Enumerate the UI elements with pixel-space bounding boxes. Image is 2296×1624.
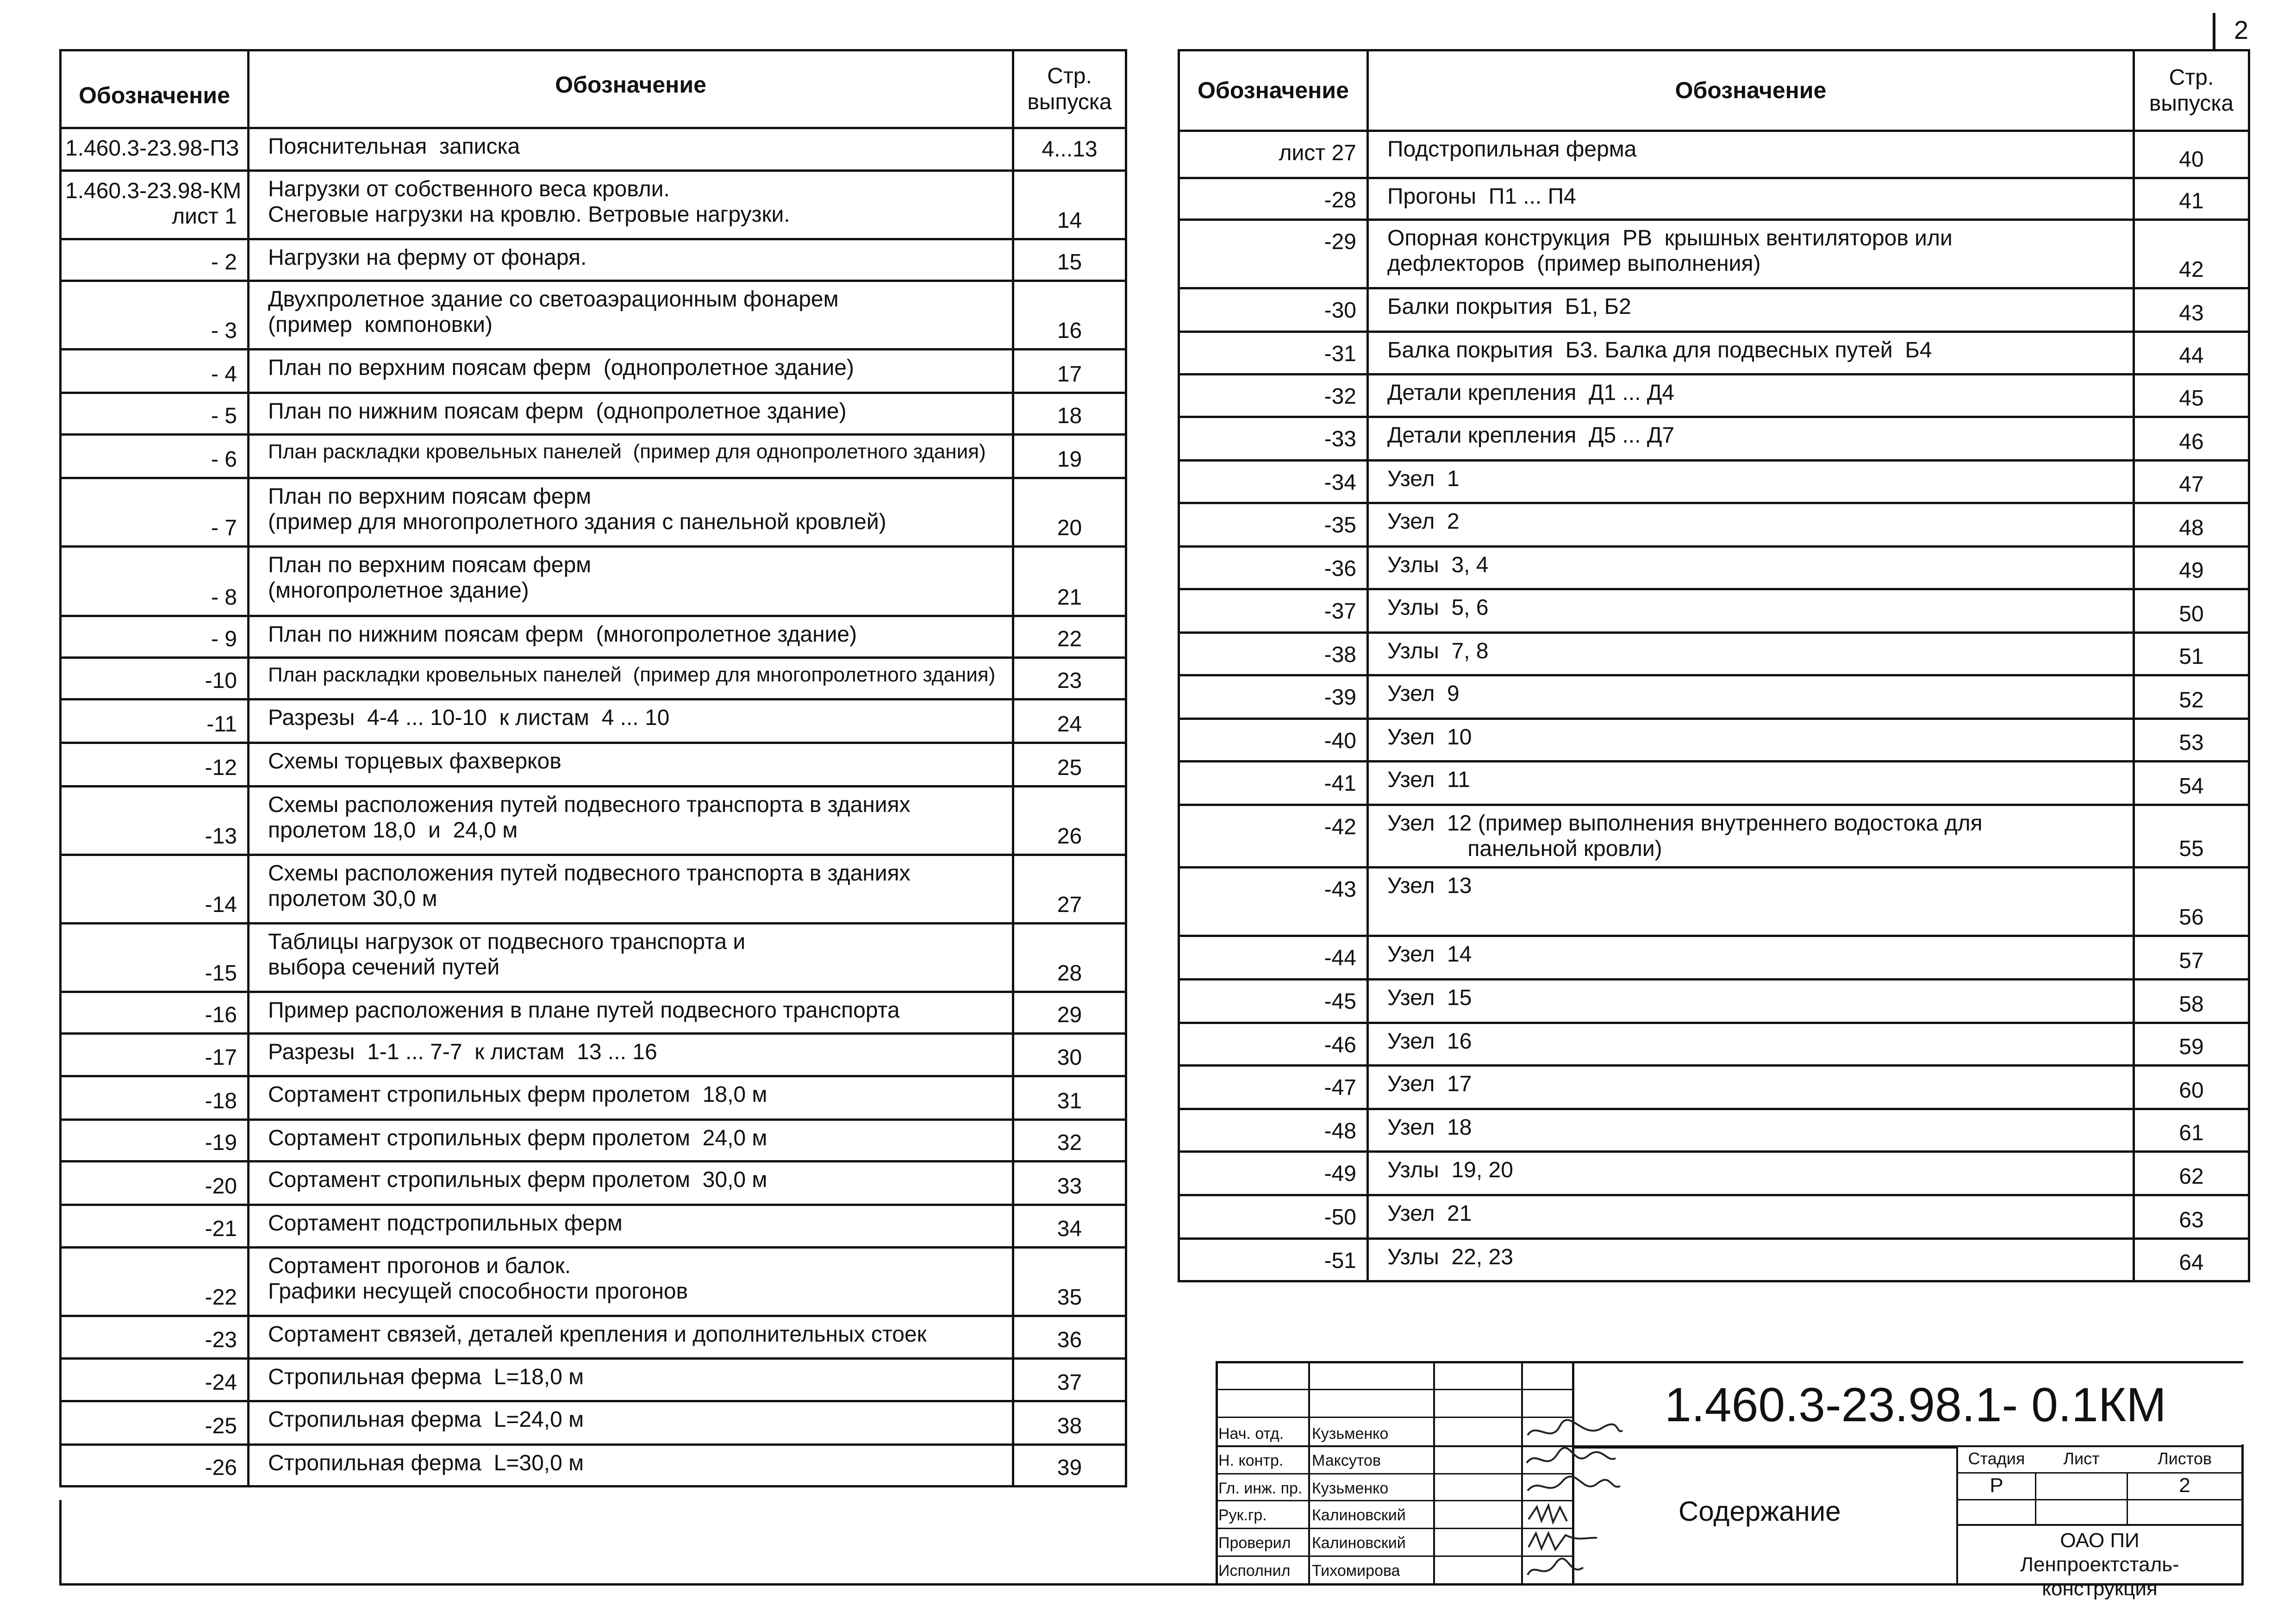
- right-row-code: -32: [1179, 375, 1368, 417]
- right-row-page: 47: [2134, 461, 2249, 503]
- left-row-title: Схемы расположения путей подвесного транспорта в зданиях пролетом 18,0 и 24,0 м: [249, 787, 1013, 855]
- right-table-row: [1179, 868, 2249, 936]
- left-row-title: Нагрузки от собственного веса кровли. Снеговые нагрузки на кровлю. Ветровые нагрузки.: [249, 171, 1013, 239]
- right-table-row: [1179, 1023, 2249, 1066]
- left-row-code: - 7: [61, 478, 249, 547]
- right-row-page: 55: [2134, 805, 2249, 868]
- left-row-title: Сортамент прогонов и балок. Графики несущей способности прогонов: [249, 1248, 1013, 1316]
- left-row-page: 37: [1013, 1359, 1126, 1401]
- left-row-page: 15: [1013, 239, 1126, 281]
- right-row-title: Узел 10: [1368, 719, 2134, 762]
- right-row-page: 52: [2134, 675, 2249, 719]
- right-row-title: Узел 13: [1368, 868, 2134, 936]
- right-row-page: 60: [2134, 1066, 2249, 1109]
- right-row-code: -28: [1179, 178, 1368, 220]
- left-row-page: 19: [1013, 435, 1126, 478]
- right-row-title: Узел 16: [1368, 1023, 2134, 1066]
- left-row-title: План по верхним поясам ферм (однопролетное здание): [249, 350, 1013, 393]
- left-table-row: [61, 128, 1126, 171]
- personnel-name: Кузьменко: [1312, 1480, 1389, 1497]
- left-row-page: 21: [1013, 547, 1126, 616]
- right-row-code: -50: [1179, 1195, 1368, 1239]
- left-row-code: -11: [61, 700, 249, 743]
- left-row-title: План раскладки кровельных панелей (пример для однопролетного здания): [249, 435, 1013, 478]
- right-row-title: Узлы 19, 20: [1368, 1152, 2134, 1195]
- right-row-page: 43: [2134, 288, 2249, 332]
- tb-stage-mid-line: [1956, 1499, 2243, 1500]
- personnel-role: Проверил: [1218, 1534, 1291, 1552]
- left-table-row: [61, 743, 1126, 787]
- right-row-title: Детали крепления Д5 ... Д7: [1368, 417, 2134, 461]
- right-table-row: [1179, 178, 2249, 220]
- left-row-page: 28: [1013, 924, 1126, 992]
- left-row-code: -23: [61, 1316, 249, 1359]
- left-row-page: 36: [1013, 1316, 1126, 1359]
- right-row-code: -31: [1179, 332, 1368, 375]
- sheet-title: Содержание: [1678, 1496, 1841, 1527]
- right-row-title: Опорная конструкция РВ крышных вентиляторов или дефлекторов (пример выполнения): [1368, 220, 2134, 288]
- left-row-title: Сортамент подстропильных ферм: [249, 1205, 1013, 1248]
- right-row-title: Узлы 3, 4: [1368, 547, 2134, 589]
- signature-5: [1529, 1533, 1597, 1549]
- sheets-header: Листов: [2158, 1449, 2212, 1468]
- right-row-page: 61: [2134, 1109, 2249, 1152]
- signature-2: [1527, 1448, 1616, 1463]
- personnel-role: Рук.гр.: [1218, 1506, 1267, 1524]
- left-row-page: 29: [1013, 992, 1126, 1034]
- right-table-row: [1179, 936, 2249, 980]
- stage-value: Р: [1990, 1474, 2003, 1497]
- tb-title-top-line: [1573, 1447, 1956, 1449]
- left-row-code: -15: [61, 924, 249, 992]
- left-row-title: План по верхним поясам ферм (пример для многопролетного здания с панельной кровлей): [249, 478, 1013, 547]
- left-table-row: [61, 435, 1126, 478]
- left-row-page: 39: [1013, 1445, 1126, 1487]
- left-row-code: -14: [61, 855, 249, 924]
- left-row-page: 22: [1013, 616, 1126, 658]
- left-row-code: - 3: [61, 281, 249, 350]
- left-row-title: Стропильная ферма L=18,0 м: [249, 1359, 1013, 1401]
- personnel-name: Кузьменко: [1312, 1425, 1389, 1443]
- left-row-code: -12: [61, 743, 249, 787]
- tb-top-line: [1216, 1361, 2243, 1363]
- left-row-title: Сортамент стропильных ферм пролетом 30,0 м: [249, 1162, 1013, 1205]
- right-contents-table: [1178, 49, 2250, 1282]
- signature-4: [1529, 1505, 1567, 1522]
- right-table-row: [1179, 375, 2249, 417]
- left-row-title: Таблицы нагрузок от подвесного транспорта и выбора сечений путей: [249, 924, 1013, 992]
- right-row-page: 46: [2134, 417, 2249, 461]
- left-row-code: -18: [61, 1076, 249, 1120]
- right-row-page: 49: [2134, 547, 2249, 589]
- right-row-title: Узел 15: [1368, 980, 2134, 1023]
- tb-row-line-6: [1216, 1528, 1573, 1529]
- left-row-code: - 9: [61, 616, 249, 658]
- page-number: [2213, 13, 2287, 50]
- right-row-code: лист 27: [1179, 131, 1368, 178]
- page-number-divider: [2213, 13, 2215, 50]
- right-row-page: 53: [2134, 719, 2249, 762]
- tb-right-line: [2241, 1444, 2244, 1585]
- right-row-code: -36: [1179, 547, 1368, 589]
- left-table-row: [61, 171, 1126, 239]
- right-row-page: 64: [2134, 1239, 2249, 1281]
- left-row-title: Пример расположения в плане путей подвесного транспорта: [249, 992, 1013, 1034]
- left-table-row: [61, 1034, 1126, 1076]
- left-table-row: [61, 1120, 1126, 1162]
- signature-3: [1528, 1476, 1620, 1491]
- personnel-role: Исполнил: [1218, 1562, 1291, 1580]
- left-row-page: 30: [1013, 1034, 1126, 1076]
- left-row-page: 33: [1013, 1162, 1126, 1205]
- personnel-role: Н. контр.: [1218, 1452, 1284, 1469]
- right-row-page: 56: [2134, 868, 2249, 936]
- right-row-page: 57: [2134, 936, 2249, 980]
- left-row-page: 34: [1013, 1205, 1126, 1248]
- left-contents-table: [59, 49, 1127, 1487]
- left-row-code: -19: [61, 1120, 249, 1162]
- left-row-code: -21: [61, 1205, 249, 1248]
- left-row-title: Схемы торцевых фахверков: [249, 743, 1013, 787]
- left-row-code: - 2: [61, 239, 249, 281]
- left-row-page: 32: [1013, 1120, 1126, 1162]
- right-row-page: 54: [2134, 762, 2249, 805]
- left-row-title: Стропильная ферма L=24,0 м: [249, 1401, 1013, 1445]
- title-block: [1216, 1361, 2243, 1600]
- left-row-code: -13: [61, 787, 249, 855]
- stage-header: Стадия: [1968, 1449, 2025, 1468]
- left-row-code: -25: [61, 1401, 249, 1445]
- personnel-name: Максутов: [1312, 1452, 1381, 1469]
- left-row-page: 4...13: [1013, 128, 1126, 171]
- right-row-page: 59: [2134, 1023, 2249, 1066]
- left-row-code: - 5: [61, 393, 249, 435]
- signatures: [1523, 1417, 1629, 1585]
- left-row-page: 25: [1013, 743, 1126, 787]
- personnel-name: Калиновский: [1312, 1506, 1406, 1524]
- left-row-code: -26: [61, 1445, 249, 1487]
- right-table-row: [1179, 1239, 2249, 1281]
- right-header-title: Обозначение: [1368, 50, 2134, 131]
- right-row-title: Узел 2: [1368, 503, 2134, 547]
- sheets-value: 2: [2179, 1474, 2190, 1497]
- right-row-title: Узел 17: [1368, 1066, 2134, 1109]
- tb-stage-bottom-line: [1956, 1524, 2243, 1526]
- right-row-code: -34: [1179, 461, 1368, 503]
- right-row-code: -48: [1179, 1109, 1368, 1152]
- left-table-row: [61, 350, 1126, 393]
- right-row-title: Узел 14: [1368, 936, 2134, 980]
- right-table-row: [1179, 1152, 2249, 1195]
- left-row-page: 16: [1013, 281, 1126, 350]
- right-row-page: 42: [2134, 220, 2249, 288]
- row-code-sheet: лист 1: [172, 204, 237, 229]
- left-row-page: 14: [1013, 171, 1126, 239]
- left-row-code: -20: [61, 1162, 249, 1205]
- personnel-name: Калиновский: [1312, 1534, 1406, 1552]
- left-row-code: - 4: [61, 350, 249, 393]
- left-row-title: План по нижним поясам ферм (многопролетное здание): [249, 616, 1013, 658]
- right-row-code: -44: [1179, 936, 1368, 980]
- right-row-code: -30: [1179, 288, 1368, 332]
- right-row-code: -51: [1179, 1239, 1368, 1281]
- right-row-title: Узел 21: [1368, 1195, 2134, 1239]
- left-row-page: 23: [1013, 658, 1126, 700]
- tb-row-line-2: [1216, 1417, 1573, 1418]
- right-table-row: [1179, 762, 2249, 805]
- left-row-code: -22: [61, 1248, 249, 1316]
- left-row-title: Двухпролетное здание со светоаэрационным фонарем (пример компоновки): [249, 281, 1013, 350]
- tb-stage-top-line: [1956, 1472, 2243, 1474]
- right-row-title: Балки покрытия Б1, Б2: [1368, 288, 2134, 332]
- right-row-page: 50: [2134, 589, 2249, 633]
- right-table-row: [1179, 980, 2249, 1023]
- tb-row-line-4: [1216, 1473, 1573, 1474]
- tb-stage-col-1: [2035, 1472, 2036, 1525]
- left-table-row: [61, 1445, 1126, 1487]
- frame-left-edge: [59, 1500, 62, 1586]
- right-table-row: [1179, 1066, 2249, 1109]
- left-row-title: Стропильная ферма L=30,0 м: [249, 1445, 1013, 1487]
- right-row-page: 48: [2134, 503, 2249, 547]
- left-row-code: -16: [61, 992, 249, 1034]
- row-code-text: 1.460.3-23.98-КМ: [65, 179, 242, 203]
- left-row-title: Сортамент стропильных ферм пролетом 18,0 м: [249, 1076, 1013, 1120]
- tb-row-line-7: [1216, 1555, 1573, 1557]
- right-row-title: Балка покрытия Б3. Балка для подвесных путей Б4: [1368, 332, 2134, 375]
- right-row-title: Узел 1: [1368, 461, 2134, 503]
- right-table-row: [1179, 675, 2249, 719]
- right-row-code: -40: [1179, 719, 1368, 762]
- left-table-row: [61, 1162, 1126, 1205]
- left-row-page: 38: [1013, 1401, 1126, 1445]
- right-row-title: Узел 18: [1368, 1109, 2134, 1152]
- right-row-code: -45: [1179, 980, 1368, 1023]
- right-row-title: Узел 12 (пример выполнения внутреннего водостока для панельной кровли): [1368, 805, 2134, 868]
- left-row-page: 20: [1013, 478, 1126, 547]
- left-row-code: - 6: [61, 435, 249, 478]
- personnel-role: Нач. отд.: [1218, 1425, 1284, 1443]
- left-row-code: -24: [61, 1359, 249, 1401]
- left-row-title: Разрезы 1-1 ... 7-7 к листам 13 ... 16: [249, 1034, 1013, 1076]
- left-row-title: Разрезы 4-4 ... 10-10 к листам 4 ... 10: [249, 700, 1013, 743]
- right-row-code: -41: [1179, 762, 1368, 805]
- right-row-title: Узлы 5, 6: [1368, 589, 2134, 633]
- tb-row-line-1: [1216, 1389, 1573, 1390]
- tb-row-line-5: [1216, 1500, 1573, 1501]
- right-table-row: [1179, 1109, 2249, 1152]
- right-row-title: Узлы 22, 23: [1368, 1239, 2134, 1281]
- left-row-title: Пояснительная записка: [249, 128, 1013, 171]
- right-header-page: Стр. выпуска: [2134, 50, 2249, 131]
- left-table-row: [61, 700, 1126, 743]
- left-table-row: [61, 855, 1126, 924]
- row-code-text: 1.460.3-23.98-ПЗ: [65, 136, 239, 161]
- right-table-row: [1179, 589, 2249, 633]
- left-row-title: Сортамент связей, деталей крепления и дополнительных стоек: [249, 1316, 1013, 1359]
- left-table-row: [61, 1205, 1126, 1248]
- left-row-page: 27: [1013, 855, 1126, 924]
- right-row-title: Прогоны П1 ... П4: [1368, 178, 2134, 220]
- sheet-header: Лист: [2063, 1449, 2100, 1468]
- right-table-row: [1179, 288, 2249, 332]
- right-row-code: -43: [1179, 868, 1368, 936]
- right-row-page: 41: [2134, 178, 2249, 220]
- document-code: 1.460.3-23.98.1- 0.1КМ: [1665, 1378, 2166, 1432]
- right-row-page: 51: [2134, 633, 2249, 675]
- right-row-page: 45: [2134, 375, 2249, 417]
- right-row-code: -39: [1179, 675, 1368, 719]
- left-table-row: [61, 616, 1126, 658]
- left-row-code: - 8: [61, 547, 249, 616]
- personnel-role: Гл. инж. пр.: [1218, 1480, 1303, 1497]
- left-table-row: [61, 547, 1126, 616]
- right-row-page: 44: [2134, 332, 2249, 375]
- right-row-code: -49: [1179, 1152, 1368, 1195]
- right-table-row: [1179, 461, 2249, 503]
- left-table-row: [61, 1401, 1126, 1445]
- left-row-page: 26: [1013, 787, 1126, 855]
- left-table-row: [61, 1076, 1126, 1120]
- organization-line-3: конструкция: [2042, 1577, 2158, 1600]
- left-row-page: 24: [1013, 700, 1126, 743]
- right-row-title: Подстропильная ферма: [1368, 131, 2134, 178]
- left-table-row: [61, 1248, 1126, 1316]
- left-table-row: [61, 239, 1126, 281]
- right-row-page: 63: [2134, 1195, 2249, 1239]
- right-table-row: [1179, 1195, 2249, 1239]
- personnel-name: Тихомирова: [1312, 1562, 1400, 1580]
- right-table-row: [1179, 719, 2249, 762]
- left-table-row: [61, 281, 1126, 350]
- left-row-page: 31: [1013, 1076, 1126, 1120]
- left-row-page: 17: [1013, 350, 1126, 393]
- right-row-title: Узел 11: [1368, 762, 2134, 805]
- left-table-row: [61, 393, 1126, 435]
- organization: [1958, 1529, 2241, 1601]
- right-row-code: -47: [1179, 1066, 1368, 1109]
- left-header-code: Обозначение: [61, 50, 249, 128]
- right-row-code: -38: [1179, 633, 1368, 675]
- right-table-row: [1179, 220, 2249, 288]
- right-row-code: -37: [1179, 589, 1368, 633]
- signature-1: [1528, 1420, 1622, 1435]
- right-table-row: [1179, 503, 2249, 547]
- right-row-code: -42: [1179, 805, 1368, 868]
- right-table-row: [1179, 547, 2249, 589]
- page-number-value: 2: [2234, 15, 2249, 44]
- right-row-code: -29: [1179, 220, 1368, 288]
- left-row-title: Нагрузки на ферму от фонаря.: [249, 239, 1013, 281]
- left-header-page: Стр. выпуска: [1013, 50, 1126, 128]
- left-row-page: 35: [1013, 1248, 1126, 1316]
- left-row-title: Схемы расположения путей подвесного транспорта в зданиях пролетом 30,0 м: [249, 855, 1013, 924]
- right-row-code: -46: [1179, 1023, 1368, 1066]
- left-table-row: [61, 1316, 1126, 1359]
- left-row-code: [61, 171, 249, 239]
- left-table-row: [61, 658, 1126, 700]
- right-row-code: -35: [1179, 503, 1368, 547]
- right-row-page: 40: [2134, 131, 2249, 178]
- left-row-page: 18: [1013, 393, 1126, 435]
- left-row-title: План по верхним поясам ферм (многопролетное здание): [249, 547, 1013, 616]
- left-row-title: Сортамент стропильных ферм пролетом 24,0 м: [249, 1120, 1013, 1162]
- right-row-page: 58: [2134, 980, 2249, 1023]
- right-table-row: [1179, 805, 2249, 868]
- signature-6: [1528, 1559, 1583, 1575]
- left-row-code: -17: [61, 1034, 249, 1076]
- left-table-row: [61, 992, 1126, 1034]
- left-table-row: [61, 787, 1126, 855]
- left-row-code: -10: [61, 658, 249, 700]
- left-table-row: [61, 924, 1126, 992]
- right-row-page: 62: [2134, 1152, 2249, 1195]
- right-row-code: -33: [1179, 417, 1368, 461]
- right-table-row: [1179, 131, 2249, 178]
- right-header-code: Обозначение: [1179, 50, 1368, 131]
- right-row-title: Узел 9: [1368, 675, 2134, 719]
- organization-line-2: Ленпроектсталь-: [2020, 1553, 2179, 1576]
- right-table-row: [1179, 417, 2249, 461]
- left-table-row: [61, 478, 1126, 547]
- right-row-title: Узлы 7, 8: [1368, 633, 2134, 675]
- right-table-row: [1179, 332, 2249, 375]
- left-table-row: [61, 1359, 1126, 1401]
- organization-line-1: ОАО ПИ: [2060, 1529, 2140, 1552]
- left-row-title: План раскладки кровельных панелей (пример для многопролетного здания): [249, 658, 1013, 700]
- left-row-code: [61, 128, 249, 171]
- right-table-row: [1179, 633, 2249, 675]
- right-row-title: Детали крепления Д1 ... Д4: [1368, 375, 2134, 417]
- left-header-title: Обозначение: [249, 50, 1013, 128]
- left-row-title: План по нижним поясам ферм (однопролетное здание): [249, 393, 1013, 435]
